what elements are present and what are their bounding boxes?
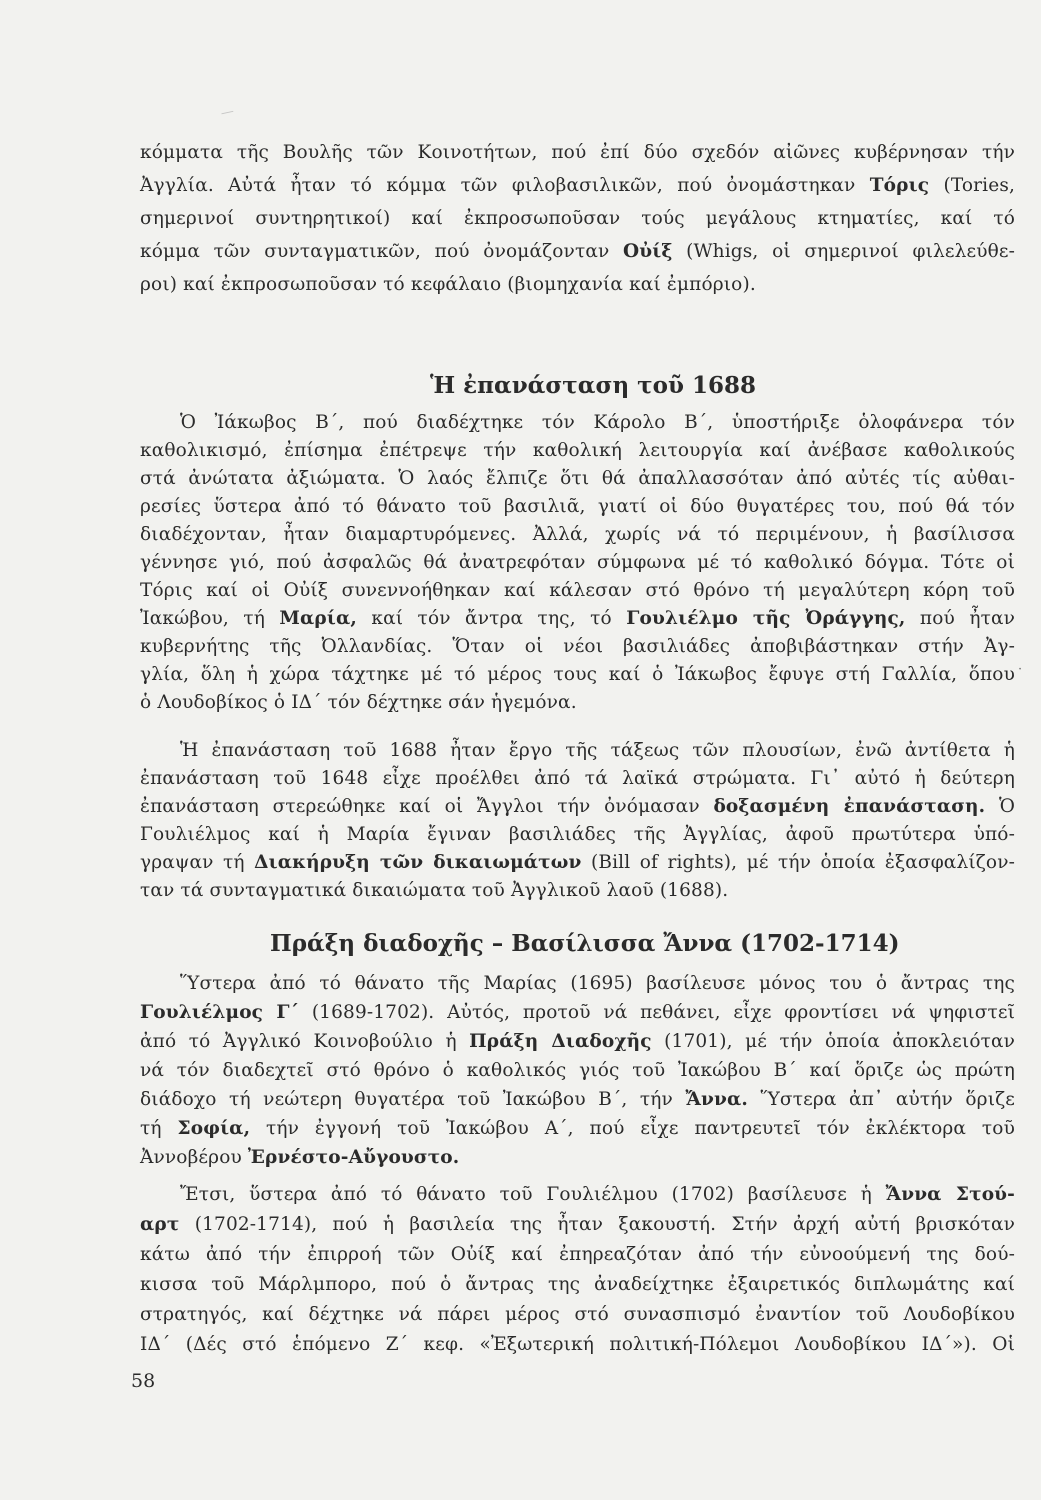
text-line: Ἀγγλία. Αὐτά ἦταν τό κόμμα τῶν φιλοβασιλικῶν, πού ὀνομάστηκαν Τόρις (Tories, [140, 175, 1016, 196]
text-line: ἀπό τό Ἀγγλικό Κοινοβούλιο ἡ Πράξη Διαδοχῆς (1701), μέ τήν ὁποία ἀποκλειόταν [140, 1031, 1016, 1052]
text-line: στά ἀνώτατα ἀξιώματα. Ὁ λαός ἔλπιζε ὅτι θά ἀπαλλασσόταν ἀπό αὐτές τίς αὐθαι- [140, 468, 1015, 489]
text-line: κάτω ἀπό τήν ἐπιρροή τῶν Οὐίξ καί ἐπηρεαζόταν ἀπό τήν εὐνοούμενή της δού- [140, 1244, 1015, 1265]
bold-term: δοξασμένη ἐπανάσταση. [713, 796, 986, 817]
text-line: νά τόν διαδεχτεῖ στό θρόνο ὁ καθολικός γιός τοῦ Ἰακώβου Β΄ καί ὅριζε ὡς πρώτη [140, 1060, 1015, 1081]
text-line: Ἔτσι, ὕστερα ἀπό τό θάνατο τοῦ Γουλιέλμου (1702) βασίλευσε ἡ Ἄννα Στού- [180, 1184, 1015, 1205]
text-line: κισσα τοῦ Μάρλμπορο, πού ὁ ἄντρας της ἀναδείχτηκε ἐξαιρετικός διπλωμάτης καί [140, 1274, 1015, 1295]
text-line: ὁ Λουδοβίκος ὁ ΙΔ΄ τόν δέχτηκε σάν ἡγεμόνα. [140, 692, 577, 713]
text-line: καθολικισμό, ἐπίσημα ἐπέτρεψε τήν καθολική λειτουργία καί ἀνέβασε καθολικούς [140, 440, 1015, 461]
text-line: Ὁ Ἰάκωβος Β΄, πού διαδέχτηκε τόν Κάρολο Β΄, ὑποστήριξε ὁλοφάνερα τόν [180, 412, 1015, 433]
paper-stain [221, 111, 234, 120]
text-line: τή Σοφία, τήν ἐγγονή τοῦ Ἰακώβου Α΄, πού εἶχε παντρευτεῖ τόν ἐκλέκτορα τοῦ [140, 1118, 1015, 1139]
bold-term: Μαρία, [279, 608, 357, 629]
bold-term: Ἄννα. [685, 1089, 748, 1110]
text-line: Γουλιέλμος Γ΄ (1689-1702). Αὐτός, προτοῦ νά πεθάνει, εἶχε φροντίσει νά ψηφιστεῖ [140, 1002, 1016, 1023]
text-line: Ὕστερα ἀπό τό θάνατο τῆς Μαρίας (1695) βασίλευσε μόνος του ὁ ἄντρας της [180, 973, 1015, 994]
text-line: Ἰακώβου, τή Μαρία, καί τόν ἄντρα της, τό Γουλιέλμο τῆς Ὀράγγης, πού ἦταν [140, 608, 1015, 629]
bold-term: Διακήρυξη τῶν δικαιωμάτων [254, 852, 582, 873]
text-line: διαδέχονταν, ἦταν διαμαρτυρόμενες. Ἀλλά, χωρίς νά τό περιμένουν, ἡ βασίλισσα [140, 524, 1015, 545]
text-line: ροι) καί ἐκπροσωποῦσαν τό κεφάλαιο (βιομηχανία καί ἐμπόριο). [140, 274, 756, 295]
text-line: κυβερνήτης τῆς Ὀλλανδίας. Ὅταν οἱ νέοι βασιλιάδες ἀποβιβάστηκαν στήν Ἀγ- [140, 636, 1015, 657]
bold-term: Ἐρνέστο-Αὔγουστο. [247, 1147, 460, 1168]
bold-term: Σοφία, [177, 1118, 251, 1139]
text-line: διάδοχο τή νεώτερη θυγατέρα τοῦ Ἰακώβου Β΄, τήν Ἄννα. Ὕστερα ἀπ᾿ αὐτήν ὅριζε [140, 1089, 1016, 1110]
text-line: ρεσίες ὕστερα ἀπό τό θάνατο τοῦ βασιλιᾶ, γιατί οἱ δύο θυγατέρες του, πού θά τόν [140, 496, 1015, 517]
bold-term: Γουλιέλμος Γ΄ [140, 1002, 300, 1023]
bold-term: Τόρις [869, 175, 930, 196]
text-line: ταν τά συνταγματικά δικαιώματα τοῦ Ἀγγλικοῦ λαοῦ (1688). [140, 880, 729, 901]
margin-mark: · [1018, 662, 1023, 677]
text-line: σημερινοί συντηρητικοί) καί ἐκπροσωποῦσαν τούς μεγάλους κτηματίες, καί τό [140, 208, 1015, 229]
text-line: κόμμα τῶν συνταγματικῶν, πού ὀνομάζονταν Οὐίξ (Whigs, οἱ σημερινοί φιλελεύθε- [140, 241, 1016, 262]
text-line: ἐπανάσταση στερεώθηκε καί οἱ Ἄγγλοι τήν ὀνόμασαν δοξασμένη ἐπανάσταση. Ὁ [140, 796, 1015, 817]
text-line: ἐπανάσταση τοῦ 1648 εἶχε προέλθει ἀπό τά λαϊκά στρώματα. Γι᾿ αὐτό ἡ δεύτερη [140, 768, 1015, 789]
text-line: ΙΔ΄ (Δές στό ἑπόμενο Ζ΄ κεφ. «Ἐξωτερική πολιτική-Πόλεμοι Λουδοβίκου ΙΔ΄»). Οἱ [140, 1334, 1015, 1355]
bold-term: Πράξη Διαδοχῆς [469, 1031, 652, 1052]
text-line: γέννησε γιό, πού ἀσφαλῶς θά ἀνατρεφόταν σύμφωνα μέ τό καθολικό δόγμα. Τότε οἱ [140, 552, 1015, 573]
bold-term: Οὐίξ [623, 241, 673, 262]
page-number: 58 [131, 1370, 156, 1392]
text-line: γλία, ὅλη ἡ χώρα τάχτηκε μέ τό μέρος τους καί ὁ Ἰάκωβος ἔφυγε στή Γαλλία, ὅπου [140, 664, 1015, 685]
bold-term: αρτ [140, 1214, 180, 1235]
text-line: αρτ (1702-1714), πού ἡ βασιλεία της ἦταν ξακουστή. Στήν ἀρχή αὐτή βρισκόταν [140, 1214, 1016, 1235]
text-line: Ἀννοβέρου Ἐρνέστο-Αὔγουστο. [140, 1147, 460, 1168]
section-heading: Ἡ ἐπανάσταση τοῦ 1688 [430, 372, 756, 399]
text-line: στρατηγός, καί δέχτηκε νά πάρει μέρος στό συνασπισμό ἐναντίον τοῦ Λουδοβίκου [140, 1304, 1015, 1325]
text-line: γραψαν τή Διακήρυξη τῶν δικαιωμάτων (Bill of rights), μέ τήν ὁποία ἐξασφαλίζον- [140, 852, 1015, 873]
text-line: Γουλιέλμος καί ἡ Μαρία ἔγιναν βασιλιάδες τῆς Ἀγγλίας, ἀφοῦ πρωτύτερα ὑπό- [140, 824, 1015, 845]
bold-term: Ἄννα Στού- [885, 1184, 1015, 1205]
section-heading: Πράξη διαδοχῆς – Βασίλισσα Ἄννα (1702-1714) [270, 930, 900, 957]
text-line: Τόρις καί οἱ Οὐίξ συνεννοήθηκαν καί κάλεσαν στό θρόνο τή μεγαλύτερη κόρη τοῦ [140, 580, 1015, 601]
text-line: Ἡ ἐπανάσταση τοῦ 1688 ἦταν ἔργο τῆς τάξεως τῶν πλουσίων, ἐνῶ ἀντίθετα ἡ [180, 740, 1015, 761]
bold-term: Γουλιέλμο τῆς Ὀράγγης, [626, 608, 906, 629]
text-line: κόμματα τῆς Βουλῆς τῶν Κοινοτήτων, πού ἐπί δύο σχεδόν αἰῶνες κυβέρνησαν τήν [140, 142, 1015, 163]
